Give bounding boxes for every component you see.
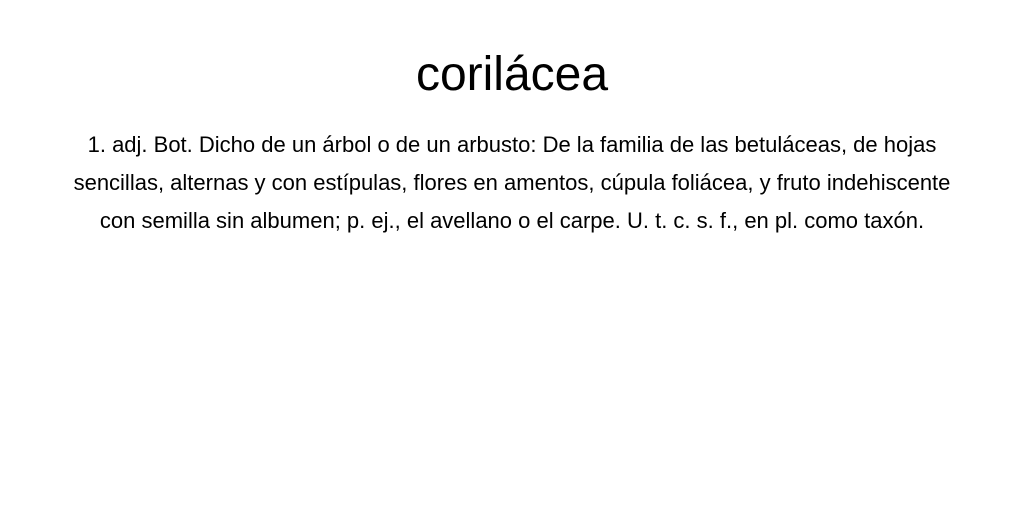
headword: corilácea <box>415 48 609 101</box>
definition-text: 1. adj. Bot. Dicho de un árbol o de un arbusto: De la familia de las betuláceas, de hojas sencillas, alternas y con estípulas, flores en amentos, cúpula foliácea, y fruto indehiscente con semilla sin albumen; p. ej., el avellano o el carpe. U. t. c. s. f., en pl. como taxón. <box>73 132 951 233</box>
